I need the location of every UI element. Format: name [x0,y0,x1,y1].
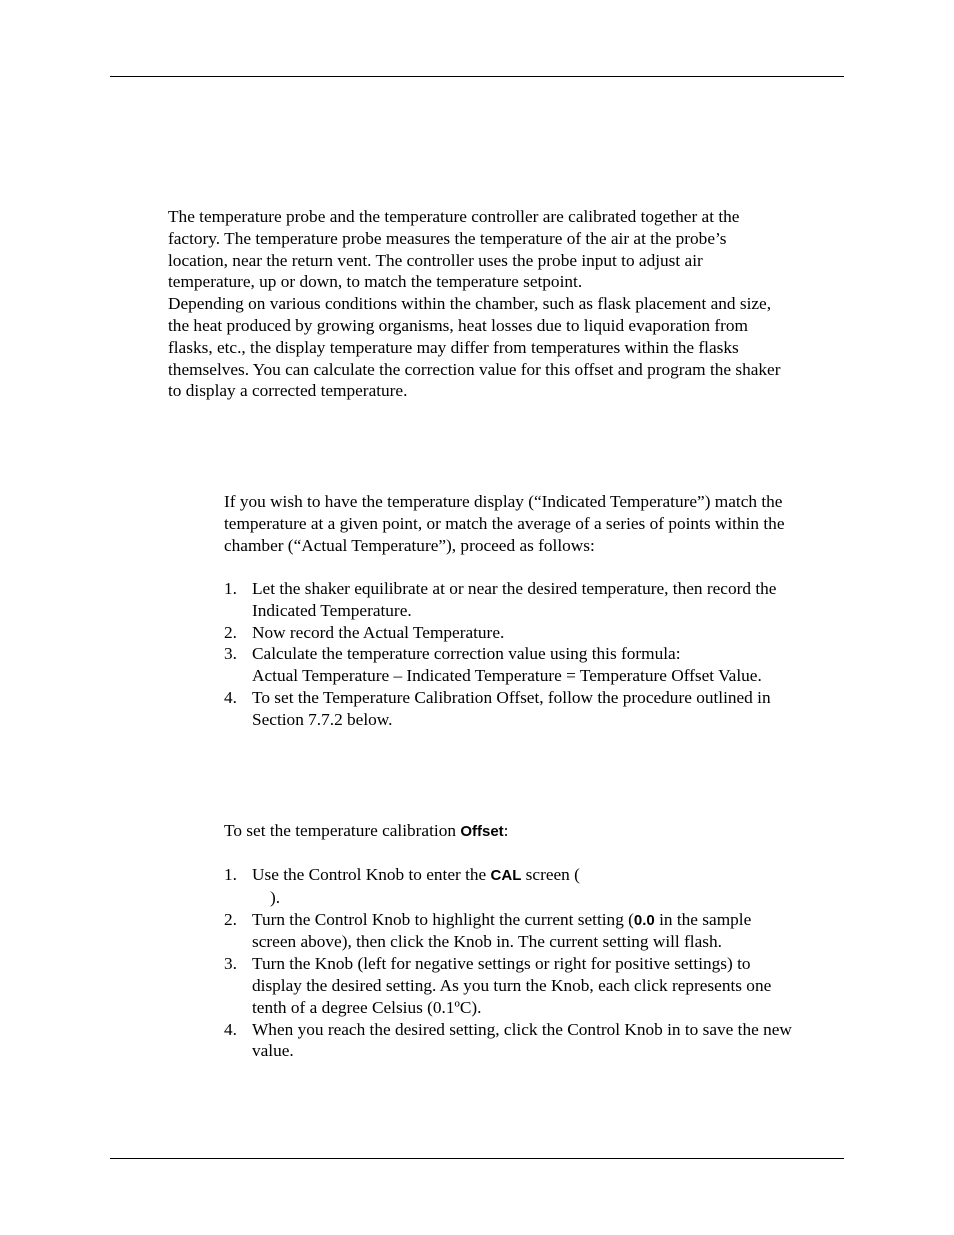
set-offset-intro [224,820,844,843]
text-line: Section 7.7.2 below. [252,709,393,729]
text-fragment: in the sample [654,909,752,929]
text-line: Indicated Temperature. [252,600,412,620]
offset-calculation-steps [224,578,844,731]
list-item [224,643,844,687]
list-item [224,1019,844,1063]
text-line: Calculate the temperature correction value using this formula: [252,644,681,664]
step-number: 2. [224,622,237,642]
offset-intro-paragraph [224,491,844,556]
text-line: The temperature probe and the temperature controller are calibrated together at the [168,207,740,226]
text-fragment: : [503,821,509,840]
text-line: themselves. You can calculate the correction value for this offset and program the shaker [168,359,781,379]
list-item [224,578,844,622]
offset-keyword: Offset [460,823,504,840]
list-item [224,953,844,1018]
step-number: 4. [224,687,237,707]
text-line: screen above), then click the Knob in. The current setting will flash. [252,932,722,952]
text-line: temperature, up or down, to match the temperature setpoint. [168,272,583,292]
list-item [224,864,844,909]
header-rule [110,76,844,77]
text-line: temperature at a given point, or match the average of a series of points within the [224,513,785,533]
footer-rule [110,1158,844,1159]
text-fragment: Use the Control Knob to enter the [252,865,491,884]
text-line: If you wish to have the temperature display (“Indicated Temperature”) match the [224,492,783,511]
text-line: to display a corrected temperature. [168,381,408,401]
step-number: 1. [224,865,237,884]
step-number: 2. [224,909,237,929]
text-fragment: Turn the Control Knob to highlight the current setting ( [252,909,634,929]
text-line: Let the shaker equilibrate at or near the desired temperature, then record the [252,579,777,598]
text-fragment: screen ( [521,865,580,884]
cal-keyword: CAL [490,867,522,884]
formula-line: Actual Temperature – Indicated Temperature = Temperature Offset Value. [252,666,762,686]
text-line: When you reach the desired setting, click the Control Knob in to save the new [252,1019,792,1039]
text-fragment: ). [270,887,281,907]
list-item [224,909,844,954]
setting-value: 0.0 [633,911,655,929]
step-number: 4. [224,1019,237,1039]
text-line: To set the Temperature Calibration Offset, follow the procedure outlined in [252,687,771,707]
step-number: 3. [224,954,237,974]
intro-paragraph [168,206,848,402]
text-line: value. [252,1041,294,1061]
list-item [224,687,844,731]
set-offset-steps [224,864,844,1062]
text-line: display the desired setting. As you turn the Knob, each click represents one [252,975,772,995]
text-fragment: To set the temperature calibration [224,821,461,840]
text-line: Turn the Knob (left for negative settings or right for positive settings) to [252,954,751,974]
text-line: flasks, etc., the display temperature may differ from temperatures within the flasks [168,337,739,357]
text-line: chamber (“Actual Temperature”), proceed as follows: [224,535,595,555]
step-number: 1. [224,579,237,598]
step-number: 3. [224,644,237,664]
list-item [224,622,844,644]
text-line: factory. The temperature probe measures the temperature of the air at the probe’s [168,228,727,248]
text-line: the heat produced by growing organisms, heat losses due to liquid evaporation from [168,315,748,335]
text-line: Now record the Actual Temperature. [252,622,505,642]
text-line: location, near the return vent. The controller uses the probe input to adjust air [168,250,703,270]
text-line: tenth of a degree Celsius (0.1ºC). [252,997,482,1017]
text-line: Depending on various conditions within the chamber, such as flask placement and size, [168,294,772,314]
